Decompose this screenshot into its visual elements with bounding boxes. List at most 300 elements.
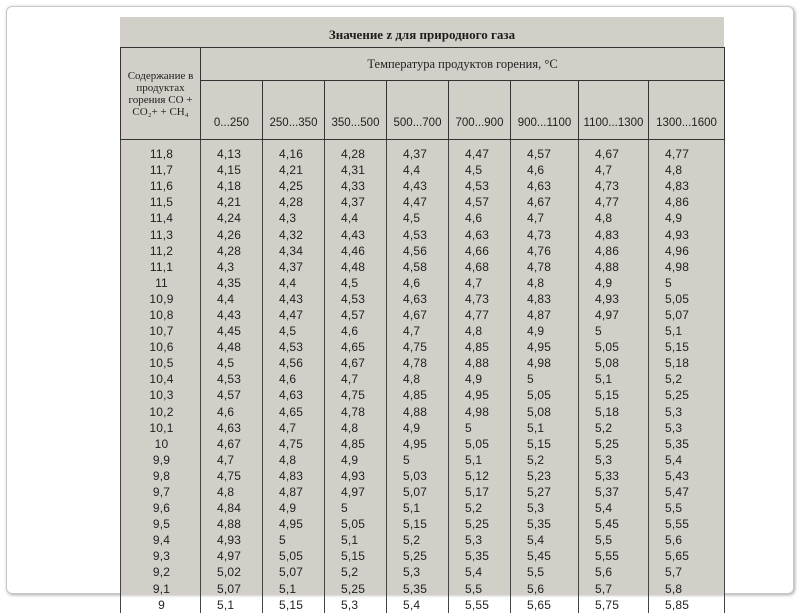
z-value-cell: 4,7 <box>263 420 325 436</box>
gas-content-cell: 10,2 <box>121 404 201 420</box>
z-value-cell: 5,2 <box>579 420 649 436</box>
scanned-page <box>120 17 724 612</box>
z-value-cell: 4,93 <box>579 291 649 307</box>
z-value-cell: 5,4 <box>449 564 511 580</box>
z-value-cell: 4,97 <box>579 307 649 323</box>
z-value-cell: 4,53 <box>325 291 387 307</box>
z-value-cell: 5,35 <box>649 436 725 452</box>
z-value-cell: 4,28 <box>201 243 263 259</box>
z-value-cell: 4,48 <box>325 259 387 275</box>
header-temperature: Температура продуктов горения, °C <box>201 48 725 81</box>
z-value-cell: 4,15 <box>201 162 263 178</box>
z-value-cell: 4,63 <box>387 291 449 307</box>
z-value-cell: 4,4 <box>201 291 263 307</box>
table-row <box>121 259 725 275</box>
z-value-cell: 4,9 <box>387 420 449 436</box>
z-value-cell: 4,63 <box>511 178 579 194</box>
z-value-cell: 4,7 <box>325 371 387 387</box>
gas-content-cell: 11 <box>121 275 201 291</box>
z-value-cell: 5,07 <box>649 307 725 323</box>
z-value-cell: 4,57 <box>201 387 263 403</box>
z-value-cell: 5,05 <box>449 436 511 452</box>
z-value-cell: 4,6 <box>325 323 387 339</box>
z-value-cell: 4,96 <box>649 243 725 259</box>
z-value-cell: 4,34 <box>263 243 325 259</box>
z-value-cell: 4,53 <box>201 371 263 387</box>
z-value-cell: 4,46 <box>325 243 387 259</box>
z-value-cell: 4,75 <box>387 339 449 355</box>
z-value-cell: 4,63 <box>263 387 325 403</box>
z-value-cell: 5,07 <box>387 484 449 500</box>
table-row <box>121 500 725 516</box>
gas-content-cell: 11,1 <box>121 259 201 275</box>
gas-content-cell: 11,4 <box>121 210 201 226</box>
z-value-cell: 5,75 <box>579 597 649 613</box>
z-value-cell: 4,43 <box>201 307 263 323</box>
z-value-cell: 4,45 <box>201 323 263 339</box>
z-value-cell: 4,21 <box>263 162 325 178</box>
z-value-cell: 5,12 <box>449 468 511 484</box>
z-value-cell: 4,28 <box>263 194 325 210</box>
z-value-cell: 5,5 <box>449 581 511 597</box>
z-value-cell: 5,18 <box>649 355 725 371</box>
z-value-cell: 4,77 <box>449 307 511 323</box>
gas-content-cell: 10,4 <box>121 371 201 387</box>
z-value-cell: 4,67 <box>511 194 579 210</box>
table-row <box>121 323 725 339</box>
z-value-cell: 4,5 <box>449 162 511 178</box>
z-value-cell: 4,88 <box>201 516 263 532</box>
z-value-cell: 5,15 <box>387 516 449 532</box>
z-value-cell: 4,56 <box>263 355 325 371</box>
z-value-cell: 4,37 <box>325 194 387 210</box>
table-row <box>121 452 725 468</box>
z-value-cell: 5,03 <box>387 468 449 484</box>
z-value-cell: 4,73 <box>511 226 579 242</box>
gas-content-cell: 9,9 <box>121 452 201 468</box>
z-value-cell: 4,8 <box>325 420 387 436</box>
gas-content-cell: 9,1 <box>121 581 201 597</box>
z-value-cell: 4,66 <box>449 243 511 259</box>
table-row <box>121 484 725 500</box>
z-value-cell: 4,35 <box>201 275 263 291</box>
z-value-cell: 5,25 <box>449 516 511 532</box>
z-value-cell: 4,95 <box>511 339 579 355</box>
table-row <box>121 162 725 178</box>
z-value-cell: 5,55 <box>649 516 725 532</box>
z-value-cell: 5,05 <box>325 516 387 532</box>
z-value-cell: 4,7 <box>201 452 263 468</box>
z-value-cell: 5,7 <box>649 564 725 580</box>
z-value-cell: 5,5 <box>511 564 579 580</box>
z-value-cell: 5,4 <box>649 452 725 468</box>
z-value-cell: 5,08 <box>579 355 649 371</box>
z-value-cell: 4,47 <box>387 194 449 210</box>
z-value-cell: 5,07 <box>201 581 263 597</box>
z-value-cell: 5,8 <box>649 581 725 597</box>
table-row <box>121 291 725 307</box>
z-value-cell: 4,7 <box>579 162 649 178</box>
z-value-cell: 5,05 <box>649 291 725 307</box>
z-value-cell: 5,2 <box>325 564 387 580</box>
z-value-cell: 4,68 <box>449 259 511 275</box>
z-value-cell: 4,4 <box>263 275 325 291</box>
z-value-cell: 5,3 <box>449 532 511 548</box>
z-value-cell: 5,23 <box>511 468 579 484</box>
header-range: 900...1100 <box>511 81 579 140</box>
z-value-cell: 5,43 <box>649 468 725 484</box>
gas-content-cell: 10 <box>121 436 201 452</box>
z-value-cell: 4,7 <box>511 210 579 226</box>
z-value-cell: 4,53 <box>387 226 449 242</box>
z-value-cell: 4,93 <box>649 226 725 242</box>
table-row <box>121 194 725 210</box>
z-value-cell: 4,78 <box>325 404 387 420</box>
z-value-cell: 4,86 <box>649 194 725 210</box>
z-value-cell: 5,7 <box>579 581 649 597</box>
z-value-cell: 5,6 <box>649 532 725 548</box>
z-value-cell: 5,02 <box>201 564 263 580</box>
z-value-cell: 5,2 <box>449 500 511 516</box>
gas-content-cell: 11,5 <box>121 194 201 210</box>
gas-content-cell: 10,6 <box>121 339 201 355</box>
table-row <box>121 371 725 387</box>
z-value-cell: 4,43 <box>325 226 387 242</box>
gas-content-cell: 11,7 <box>121 162 201 178</box>
z-value-cell: 4,87 <box>263 484 325 500</box>
table-row <box>121 307 725 323</box>
z-value-cell: 5,2 <box>387 532 449 548</box>
gas-content-cell: 9,2 <box>121 564 201 580</box>
table-row <box>121 387 725 403</box>
z-value-cell: 4,83 <box>649 178 725 194</box>
z-value-cell: 4,93 <box>201 532 263 548</box>
z-value-cell: 4,8 <box>579 210 649 226</box>
gas-content-cell: 9,7 <box>121 484 201 500</box>
gas-content-cell: 10,5 <box>121 355 201 371</box>
gas-content-cell: 10,9 <box>121 291 201 307</box>
z-value-cell: 5,08 <box>511 404 579 420</box>
z-value-cell: 5,1 <box>201 597 263 613</box>
gas-content-cell: 10,3 <box>121 387 201 403</box>
z-value-cell: 5,85 <box>649 597 725 613</box>
z-value-cell: 4,77 <box>579 194 649 210</box>
z-value-cell: 4,67 <box>201 436 263 452</box>
z-value-cell: 5,4 <box>387 597 449 613</box>
z-value-cell: 4,85 <box>387 387 449 403</box>
z-value-cell: 4,9 <box>449 371 511 387</box>
z-value-cell: 5,37 <box>579 484 649 500</box>
z-value-cell: 4,7 <box>387 323 449 339</box>
z-value-cell: 4,87 <box>511 307 579 323</box>
gas-content-cell: 11,2 <box>121 243 201 259</box>
table-row <box>121 226 725 242</box>
header-range: 1300...1600 <box>649 81 725 140</box>
header-range: 250...350 <box>263 81 325 140</box>
z-value-cell: 5,33 <box>579 468 649 484</box>
z-value-cell: 4,63 <box>449 226 511 242</box>
z-value-cell: 5,1 <box>263 581 325 597</box>
z-value-cell: 4,4 <box>325 210 387 226</box>
z-value-cell: 4,83 <box>511 291 579 307</box>
table-row <box>121 468 725 484</box>
z-value-cell: 4,8 <box>201 484 263 500</box>
z-value-cell: 5 <box>263 532 325 548</box>
z-value-cell: 4,77 <box>649 140 725 163</box>
z-value-cell: 4,9 <box>649 210 725 226</box>
z-value-cell: 4,3 <box>263 210 325 226</box>
z-value-cell: 4,5 <box>325 275 387 291</box>
z-value-cell: 5,15 <box>649 339 725 355</box>
z-value-cell: 4,9 <box>511 323 579 339</box>
z-value-cell: 4,56 <box>387 243 449 259</box>
z-value-cell: 4,67 <box>579 140 649 163</box>
header-range: 500...700 <box>387 81 449 140</box>
z-value-cell: 5,2 <box>649 371 725 387</box>
gas-content-cell: 9,3 <box>121 548 201 564</box>
header-content: Содержание в продуктах горения CO + CO₂+ + CH₄ <box>121 48 201 140</box>
z-value-cell: 4,53 <box>449 178 511 194</box>
z-value-cell: 4,95 <box>449 387 511 403</box>
z-value-cell: 4,8 <box>263 452 325 468</box>
z-value-cell: 4,57 <box>325 307 387 323</box>
z-value-cell: 5,3 <box>649 420 725 436</box>
z-value-cell: 5,3 <box>325 597 387 613</box>
table-row <box>121 210 725 226</box>
z-value-cell: 5,18 <box>579 404 649 420</box>
z-value-cell: 5,05 <box>511 387 579 403</box>
z-value-cell: 5,4 <box>511 532 579 548</box>
z-value-cell: 4,6 <box>201 404 263 420</box>
z-value-cell: 4,86 <box>579 243 649 259</box>
z-value-cell: 4,95 <box>263 516 325 532</box>
z-value-cell: 5,4 <box>579 500 649 516</box>
z-value-cell: 4,73 <box>579 178 649 194</box>
z-value-cell: 5,3 <box>387 564 449 580</box>
z-value-cell: 4,21 <box>201 194 263 210</box>
z-value-cell: 4,18 <box>201 178 263 194</box>
z-value-cell: 5,35 <box>387 581 449 597</box>
z-value-cell: 4,98 <box>511 355 579 371</box>
table-row <box>121 516 725 532</box>
z-value-cell: 5,5 <box>579 532 649 548</box>
z-value-cell: 4,83 <box>263 468 325 484</box>
z-value-cell: 4,28 <box>325 140 387 163</box>
z-value-cell: 4,57 <box>449 194 511 210</box>
gas-content-cell: 9,8 <box>121 468 201 484</box>
z-value-cell: 4,84 <box>201 500 263 516</box>
z-value-cell: 4,8 <box>387 371 449 387</box>
z-value-cell: 4,83 <box>579 226 649 242</box>
z-value-cell: 4,8 <box>649 162 725 178</box>
table-row <box>121 355 725 371</box>
table-row <box>121 178 725 194</box>
z-value-cell: 4,3 <box>201 259 263 275</box>
z-value-cell: 5,1 <box>387 500 449 516</box>
gas-content-cell: 10,7 <box>121 323 201 339</box>
z-value-cell: 4,95 <box>387 436 449 452</box>
z-value-cell: 4,48 <box>201 339 263 355</box>
z-value-cell: 4,88 <box>579 259 649 275</box>
z-value-cell: 5,35 <box>511 516 579 532</box>
z-value-cell: 4,65 <box>325 339 387 355</box>
z-value-cell: 4,67 <box>387 307 449 323</box>
z-value-cell: 4,78 <box>387 355 449 371</box>
z-value-cell: 5,2 <box>511 452 579 468</box>
z-value-cell: 5,25 <box>649 387 725 403</box>
header-range: 350...500 <box>325 81 387 140</box>
table-row <box>121 275 725 291</box>
z-value-cell: 4,16 <box>263 140 325 163</box>
z-value-cell: 5 <box>511 371 579 387</box>
z-value-cell: 4,5 <box>263 323 325 339</box>
z-value-cell: 5,05 <box>263 548 325 564</box>
z-value-cell: 4,75 <box>263 436 325 452</box>
z-value-cell: 5,15 <box>325 548 387 564</box>
z-value-cell: 4,32 <box>263 226 325 242</box>
slide-frame <box>6 6 794 612</box>
z-value-cell: 4,31 <box>325 162 387 178</box>
z-value-cell: 5,1 <box>449 452 511 468</box>
table-body <box>121 140 725 613</box>
z-value-cell: 4,5 <box>201 355 263 371</box>
z-value-cell: 5,65 <box>511 597 579 613</box>
z-value-cell: 4,7 <box>449 275 511 291</box>
table-row <box>121 581 725 597</box>
z-value-cell: 4,93 <box>325 468 387 484</box>
z-value-cell: 5 <box>325 500 387 516</box>
header-range: 700...900 <box>449 81 511 140</box>
z-value-cell: 5 <box>387 452 449 468</box>
z-value-cell: 5,3 <box>511 500 579 516</box>
table-row <box>121 532 725 548</box>
z-value-cell: 5,5 <box>649 500 725 516</box>
table-row <box>121 243 725 259</box>
z-value-cell: 5,25 <box>387 548 449 564</box>
z-value-cell: 5,3 <box>649 404 725 420</box>
z-value-cell: 4,9 <box>325 452 387 468</box>
z-value-cell: 4,24 <box>201 210 263 226</box>
z-value-cell: 4,33 <box>325 178 387 194</box>
z-value-cell: 4,4 <box>387 162 449 178</box>
z-value-cell: 5,45 <box>579 516 649 532</box>
z-value-cell: 5,47 <box>649 484 725 500</box>
z-values-table <box>120 47 725 613</box>
z-value-cell: 5,07 <box>263 564 325 580</box>
z-value-cell: 4,9 <box>263 500 325 516</box>
z-value-cell: 4,53 <box>263 339 325 355</box>
z-value-cell: 4,65 <box>263 404 325 420</box>
z-value-cell: 4,75 <box>201 468 263 484</box>
gas-content-cell: 9 <box>121 597 201 613</box>
table-row <box>121 420 725 436</box>
z-value-cell: 5,25 <box>579 436 649 452</box>
gas-content-cell: 11,8 <box>121 140 201 163</box>
z-value-cell: 5,6 <box>511 581 579 597</box>
z-value-cell: 5,55 <box>449 597 511 613</box>
z-value-cell: 4,63 <box>201 420 263 436</box>
z-value-cell: 5,27 <box>511 484 579 500</box>
gas-content-cell: 11,3 <box>121 226 201 242</box>
gas-content-cell: 9,5 <box>121 516 201 532</box>
gas-content-cell: 9,4 <box>121 532 201 548</box>
gas-content-cell: 11,6 <box>121 178 201 194</box>
z-value-cell: 5,35 <box>449 548 511 564</box>
table-row <box>121 548 725 564</box>
z-value-cell: 5,25 <box>325 581 387 597</box>
table-row <box>121 436 725 452</box>
z-value-cell: 5,45 <box>511 548 579 564</box>
z-value-cell: 5,6 <box>579 564 649 580</box>
z-value-cell: 5,3 <box>579 452 649 468</box>
z-value-cell: 4,57 <box>511 140 579 163</box>
z-value-cell: 4,97 <box>201 548 263 564</box>
z-value-cell: 4,58 <box>387 259 449 275</box>
z-value-cell: 4,25 <box>263 178 325 194</box>
z-value-cell: 4,6 <box>511 162 579 178</box>
z-value-cell: 4,6 <box>263 371 325 387</box>
z-value-cell: 4,98 <box>449 404 511 420</box>
z-value-cell: 5,15 <box>263 597 325 613</box>
table-row <box>121 339 725 355</box>
z-value-cell: 5,15 <box>579 387 649 403</box>
z-value-cell: 5,05 <box>579 339 649 355</box>
table-title: Значение z для природного газа <box>328 27 516 42</box>
z-value-cell: 4,6 <box>449 210 511 226</box>
z-value-cell: 4,26 <box>201 226 263 242</box>
z-value-cell: 4,47 <box>263 307 325 323</box>
z-value-cell: 4,47 <box>449 140 511 163</box>
z-value-cell: 5,55 <box>579 548 649 564</box>
z-value-cell: 4,13 <box>201 140 263 163</box>
z-value-cell: 5 <box>579 323 649 339</box>
z-value-cell: 5 <box>649 275 725 291</box>
z-value-cell: 4,85 <box>449 339 511 355</box>
z-value-cell: 4,37 <box>387 140 449 163</box>
table-row <box>121 140 725 163</box>
z-value-cell: 4,98 <box>649 259 725 275</box>
z-value-cell: 5,1 <box>649 323 725 339</box>
z-value-cell: 5,65 <box>649 548 725 564</box>
z-value-cell: 4,75 <box>325 387 387 403</box>
z-value-cell: 4,88 <box>387 404 449 420</box>
header-range: 0...250 <box>201 81 263 140</box>
gas-content-cell: 9,6 <box>121 500 201 516</box>
table-row <box>121 597 725 613</box>
z-value-cell: 4,8 <box>511 275 579 291</box>
table-row <box>121 564 725 580</box>
z-value-cell: 4,97 <box>325 484 387 500</box>
z-value-cell: 5,15 <box>511 436 579 452</box>
z-value-cell: 4,8 <box>449 323 511 339</box>
z-value-cell: 4,43 <box>387 178 449 194</box>
gas-content-cell: 10,1 <box>121 420 201 436</box>
z-value-cell: 4,37 <box>263 259 325 275</box>
z-value-cell: 4,76 <box>511 243 579 259</box>
z-value-cell: 4,6 <box>387 275 449 291</box>
table-row <box>121 404 725 420</box>
z-value-cell: 5,1 <box>511 420 579 436</box>
z-value-cell: 5,1 <box>579 371 649 387</box>
z-value-cell: 4,9 <box>579 275 649 291</box>
z-value-cell: 4,78 <box>511 259 579 275</box>
z-value-cell: 4,5 <box>387 210 449 226</box>
z-value-cell: 5 <box>449 420 511 436</box>
z-value-cell: 4,85 <box>325 436 387 452</box>
z-value-cell: 4,43 <box>263 291 325 307</box>
z-value-cell: 4,73 <box>449 291 511 307</box>
gas-content-cell: 10,8 <box>121 307 201 323</box>
